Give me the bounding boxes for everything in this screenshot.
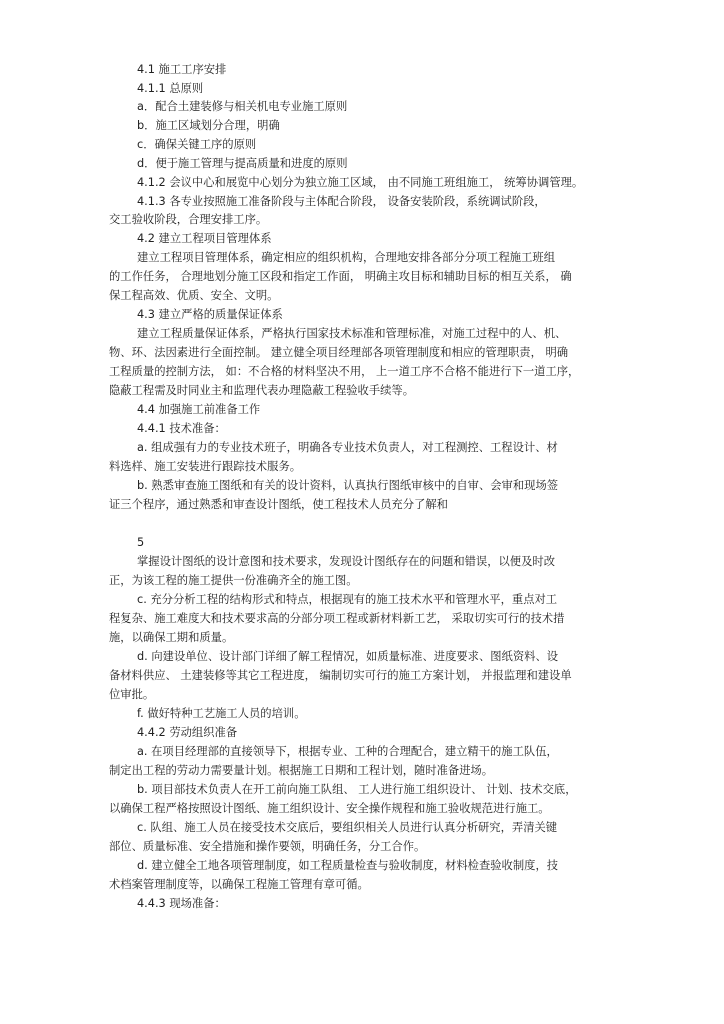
paragraph-line: 部位、质量标准、安全措施和操作要领，明确任务，分工合作。 (109, 840, 426, 853)
paragraph-line: a. 在项目经理部的直接领导下，根据专业、工种的合理配合，建立精干的施工队伍， (137, 745, 558, 758)
paragraph-line: 建立工程项目管理体系，确定相应的组织机构，合理地安排各部分分项工程施工班组 (137, 251, 555, 264)
paragraph-line: 保工程高效、优质、安全、文明。 (109, 289, 279, 302)
paragraph-line: 建立工程质量保证体系，严格执行国家技术标准和管理标准，对施工过程中的人、机、 (137, 327, 567, 340)
paragraph-line: 备材料供应、 土建装修等其它工程进度， 编制切实可行的施工方案计划， 并报监理和建设单 (109, 669, 572, 682)
paragraph-line: a. 组成强有力的专业技术班子，明确各专业技术负责人，对工程测控、工程设计、材 (137, 441, 558, 454)
paragraph-line: 料选样、施工安装进行跟踪技术服务。 (109, 460, 302, 473)
heading-4-3: 4.3 建立严格的质量保证体系 (137, 308, 283, 321)
paragraph-line: 掌握设计图纸的设计意图和技术要求，发现设计图纸存在的问题和错误，以便及时改 (137, 555, 555, 568)
paragraph-line: 位审批。 (109, 688, 155, 701)
paragraph-line: 施，以确保工期和质量。 (109, 631, 234, 644)
paragraph-line: d. 向建设单位、设计部门详细了解工程情况，如质量标准、进度要求、图纸资料、设 (137, 650, 559, 663)
list-item: b．施工区域划分合理，明确 (137, 119, 280, 132)
page-number: 5 (137, 536, 145, 549)
list-item: a．配合土建装修与相关机电专业施工原则 (137, 100, 348, 113)
paragraph-line: 隐蔽工程需及时同业主和监理代表办理隐蔽工程验收手续等。 (109, 384, 415, 397)
paragraph-line: 正，为该工程的施工提供一份准确齐全的施工图。 (109, 574, 358, 587)
paragraph-line: 4.1.2 会议中心和展览中心划分为独立施工区域， 由不同施工班组施工， 统筹协调管理。 (137, 176, 584, 189)
paragraph-line: 交工验收阶段，合理安排工序。 (109, 213, 268, 226)
paragraph-line: 4.1.3 各专业按照施工准备阶段与主体配合阶段， 设备安装阶段，系统调试阶段， (137, 195, 546, 208)
subheading-4-4-2: 4.4.2 劳动组织准备 (137, 726, 238, 739)
paragraph-line: 制定出工程的劳动力需要量计划。根据施工日期和工程计划，随时准备进场。 (109, 764, 494, 777)
paragraph-line: 工程质量的控制方法， 如：不合格的材料坚决不用， 上一道工序不合格不能进行下一道工序， (109, 365, 580, 378)
heading-4-4: 4.4 加强施工前准备工作 (137, 403, 261, 416)
paragraph-line: 以确保工程严格按照设计图纸、施工组织设计、安全操作规程和施工验收规范进行施工。 (109, 802, 550, 815)
paragraph-line: d. 建立健全工地各项管理制度，如工程质量检查与验收制度，材料检查验收制度，技 (137, 859, 559, 872)
list-item: c．确保关键工序的原则 (137, 138, 257, 151)
list-item: d．便于施工管理与提高质量和进度的原则 (137, 157, 348, 170)
paragraph-line: c. 队组、施工人员在接受技术交底后，要组织相关人员进行认真分析研究，弄清关键 (137, 821, 558, 834)
subheading-4-4-3: 4.4.3 现场准备： (137, 897, 226, 910)
heading-4-1: 4.1 施工工序安排 (137, 63, 227, 76)
paragraph-line: 程复杂、施工难度大和技术要求高的分部分项工程或新材料新工艺， 采取切实可行的技术措 (109, 612, 565, 625)
paragraph-line: b. 项目部技术负责人在开工前向施工队组、 工人进行施工组织设计、 计划、技术交底， (137, 783, 577, 796)
paragraph-line: 术档案管理制度等，以确保工程施工管理有章可循。 (109, 878, 369, 891)
paragraph-line: f. 做好特种工艺施工人员的培训。 (137, 707, 306, 720)
paragraph-line: 的工作任务， 合理地划分施工区段和指定工作面， 明确主攻目标和辅助目标的相互关系， 确 (109, 270, 572, 283)
subheading-4-4-1: 4.4.1 技术准备： (137, 422, 226, 435)
subheading-4-1-1: 4.1.1 总原则 (137, 82, 204, 95)
paragraph-line: 物、环、法因素进行全面控制。 建立健全项目经理部各项管理制度和相应的管理职责， 明确 (109, 346, 569, 359)
heading-4-2: 4.2 建立工程项目管理体系 (137, 232, 272, 245)
paragraph-line: 证三个程序，通过熟悉和审查设计图纸，使工程技术人员充分了解和 (109, 498, 448, 511)
paragraph-line: c. 充分分析工程的结构形式和特点，根据现有的施工技术水平和管理水平，重点对工 (137, 593, 558, 606)
paragraph-line: b. 熟悉审查施工图纸和有关的设计资料，认真执行图纸审核中的自审、会审和现场签 (137, 479, 559, 492)
